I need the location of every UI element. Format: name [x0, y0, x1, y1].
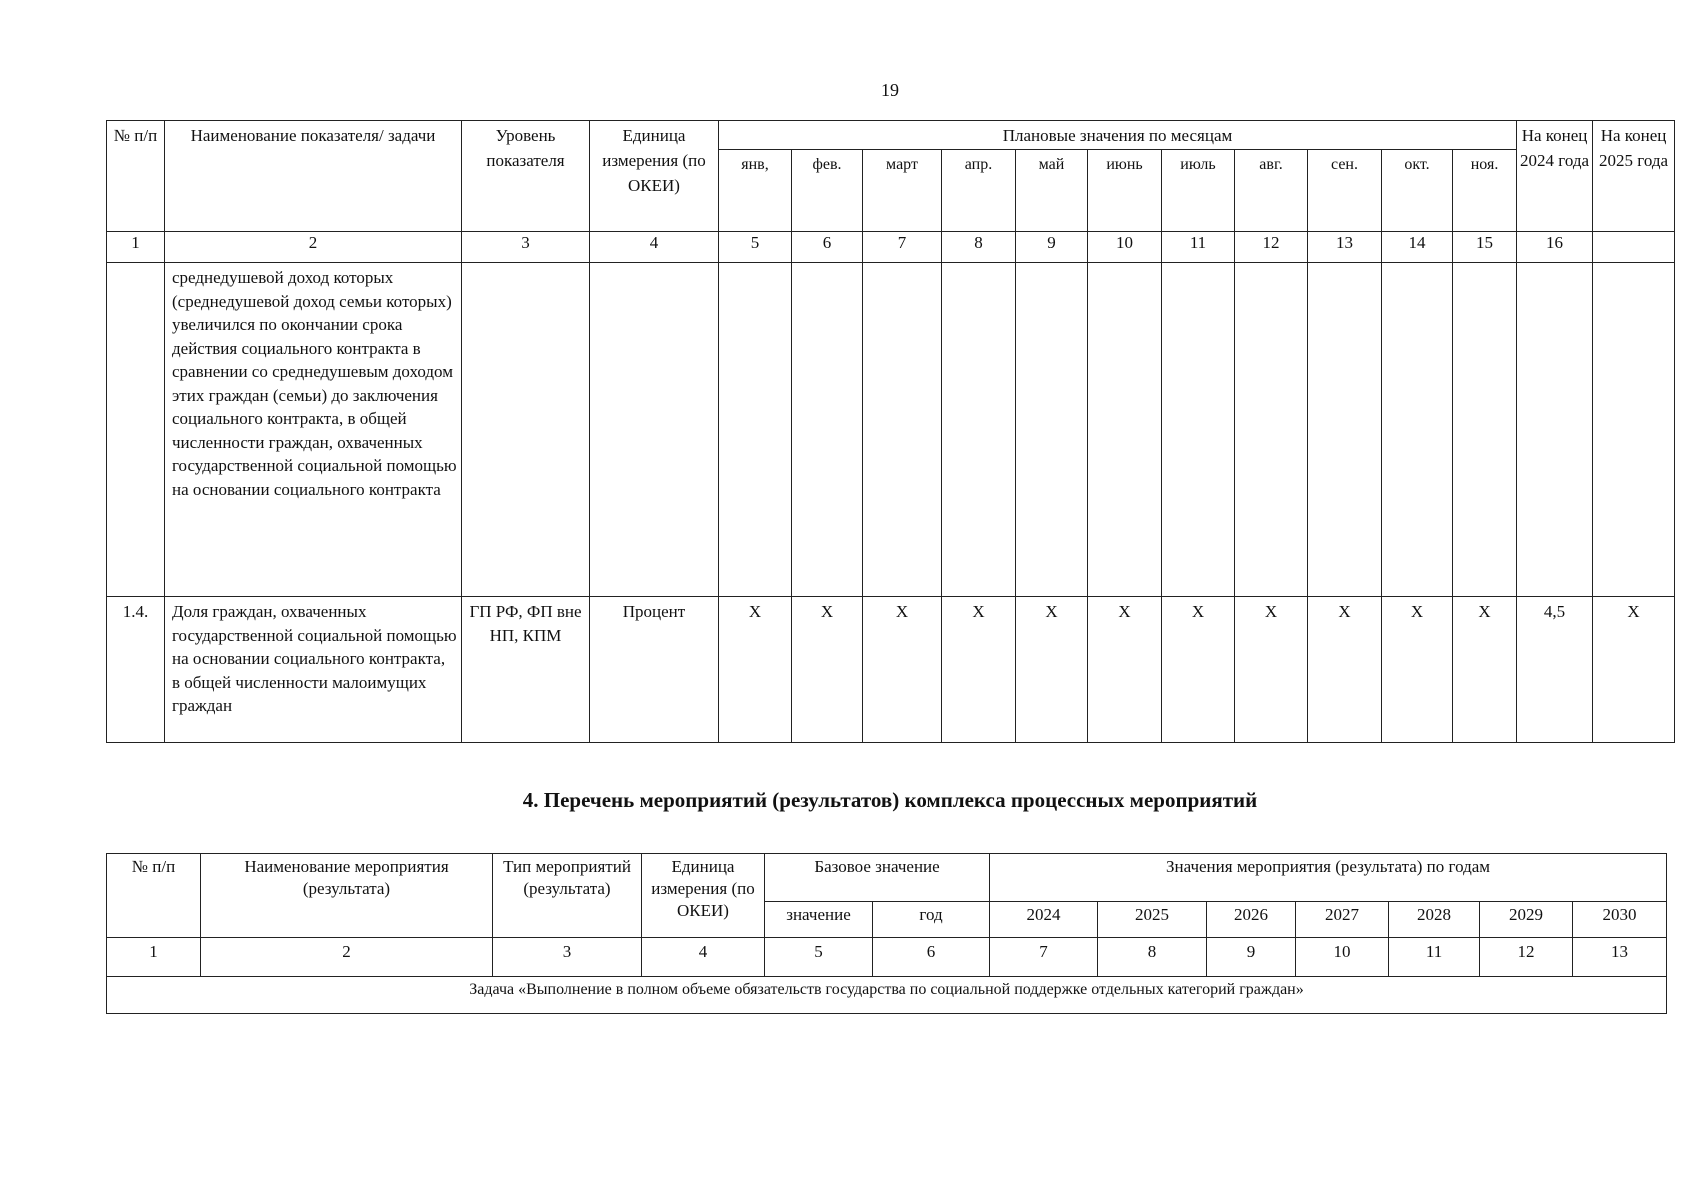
- index-cell: [1593, 232, 1675, 263]
- index-cell: 8: [942, 232, 1016, 263]
- header-month: ноя.: [1453, 150, 1517, 232]
- index-cell: 16: [1517, 232, 1593, 263]
- index-cell: 13: [1308, 232, 1382, 263]
- header-month: июнь: [1088, 150, 1162, 232]
- row-end-2025: X: [1593, 597, 1675, 743]
- index-cell: 2: [165, 232, 462, 263]
- index-cell: 4: [590, 232, 719, 263]
- row-month-value: X: [1088, 597, 1162, 743]
- row-month-value: [719, 263, 792, 597]
- index-cell: 14: [1382, 232, 1453, 263]
- row-num: 1.4.: [107, 597, 165, 743]
- header-month: сен.: [1308, 150, 1382, 232]
- header-year: 2024: [990, 902, 1098, 938]
- row-month-value: X: [1382, 597, 1453, 743]
- header-base-value: значение: [765, 902, 873, 938]
- row-month-value: X: [719, 597, 792, 743]
- row-end-2024: [1517, 263, 1593, 597]
- index-cell: 4: [642, 938, 765, 977]
- index-cell: 5: [765, 938, 873, 977]
- page-number: 19: [881, 80, 899, 100]
- index-cell: 9: [1016, 232, 1088, 263]
- indicators-table: [106, 120, 1675, 743]
- header-num: № п/п: [107, 121, 165, 232]
- header-month: янв,: [719, 150, 792, 232]
- header-end-2025: На конец 2025 года: [1593, 121, 1675, 232]
- header-type: Тип мероприятий (результата): [493, 854, 642, 938]
- row-name: среднедушевой доход которых (среднедушевой доход семьи которых) увеличился по окончании срока действия социального контракта в сравнении со среднедушевым доходом этих граждан (семьи) до заключения социального контракта, в общей численности граждан, охваченных государственной социальной помощью на основании социального контракта: [165, 263, 462, 597]
- table-row: [107, 597, 1675, 743]
- header-year: 2030: [1573, 902, 1667, 938]
- row-month-value: [1235, 263, 1308, 597]
- row-month-value: [863, 263, 942, 597]
- index-cell: 3: [462, 232, 590, 263]
- row-month-value: X: [792, 597, 863, 743]
- index-cell: 6: [873, 938, 990, 977]
- header-month: апр.: [942, 150, 1016, 232]
- index-cell: 2: [201, 938, 493, 977]
- header-monthly: Плановые значения по месяцам: [719, 121, 1517, 150]
- row-month-value: [1016, 263, 1088, 597]
- index-cell: 7: [863, 232, 942, 263]
- index-cell: 12: [1235, 232, 1308, 263]
- header-month: фев.: [792, 150, 863, 232]
- task-title: Задача «Выполнение в полном объеме обязательств государства по социальной поддержке отдельных категорий граждан»: [107, 977, 1667, 1014]
- row-month-value: [1308, 263, 1382, 597]
- row-month-value: X: [1453, 597, 1517, 743]
- index-cell: 15: [1453, 232, 1517, 263]
- row-month-value: X: [1016, 597, 1088, 743]
- measures-table: [106, 853, 1667, 1014]
- row-month-value: X: [1162, 597, 1235, 743]
- index-cell: 10: [1296, 938, 1389, 977]
- index-cell: 1: [107, 232, 165, 263]
- header-unit: Единица измерения (по ОКЕИ): [590, 121, 719, 232]
- row-month-value: [1088, 263, 1162, 597]
- index-cell: 12: [1480, 938, 1573, 977]
- header-unit: Единица измерения (по ОКЕИ): [642, 854, 765, 938]
- row-month-value: X: [1308, 597, 1382, 743]
- column-index-row: [107, 938, 1667, 977]
- header-base: Базовое значение: [765, 854, 990, 902]
- index-cell: 3: [493, 938, 642, 977]
- row-name: Доля граждан, охваченных государственной социальной помощью на основании социального контракта, в общей численности малоимущих граждан: [165, 597, 462, 743]
- header-level: Уровень показателя: [462, 121, 590, 232]
- task-row: [107, 977, 1667, 1014]
- row-month-value: [1382, 263, 1453, 597]
- header-month: май: [1016, 150, 1088, 232]
- index-cell: 8: [1098, 938, 1207, 977]
- column-index-row: [107, 232, 1675, 263]
- row-level: ГП РФ, ФП вне НП, КПМ: [462, 597, 590, 743]
- row-end-2024: 4,5: [1517, 597, 1593, 743]
- index-cell: 9: [1207, 938, 1296, 977]
- header-month: авг.: [1235, 150, 1308, 232]
- row-num: [107, 263, 165, 597]
- header-name: Наименование показателя/ задачи: [165, 121, 462, 232]
- row-month-value: [1453, 263, 1517, 597]
- row-unit: Процент: [590, 597, 719, 743]
- header-years-group: Значения мероприятия (результата) по годам: [990, 854, 1667, 902]
- header-end-2024: На конец 2024 года: [1517, 121, 1593, 232]
- row-month-value: X: [942, 597, 1016, 743]
- header-base-year: год: [873, 902, 990, 938]
- index-cell: 7: [990, 938, 1098, 977]
- row-month-value: [1162, 263, 1235, 597]
- index-cell: 6: [792, 232, 863, 263]
- row-end-2025: [1593, 263, 1675, 597]
- row-unit: [590, 263, 719, 597]
- row-month-value: X: [1235, 597, 1308, 743]
- index-cell: 13: [1573, 938, 1667, 977]
- header-year: 2029: [1480, 902, 1573, 938]
- section-title: 4. Перечень мероприятий (результатов) комплекса процессных мероприятий: [522, 788, 1258, 812]
- row-level: [462, 263, 590, 597]
- header-month: июль: [1162, 150, 1235, 232]
- header-year: 2026: [1207, 902, 1296, 938]
- table-row: [107, 263, 1675, 597]
- index-cell: 10: [1088, 232, 1162, 263]
- header-num: № п/п: [107, 854, 201, 938]
- header-year: 2028: [1389, 902, 1480, 938]
- index-cell: 1: [107, 938, 201, 977]
- index-cell: 5: [719, 232, 792, 263]
- row-month-value: [792, 263, 863, 597]
- header-name: Наименование мероприятия (результата): [201, 854, 493, 938]
- header-month: март: [863, 150, 942, 232]
- header-month: окт.: [1382, 150, 1453, 232]
- header-year: 2027: [1296, 902, 1389, 938]
- index-cell: 11: [1389, 938, 1480, 977]
- row-month-value: [942, 263, 1016, 597]
- header-year: 2025: [1098, 902, 1207, 938]
- row-month-value: X: [863, 597, 942, 743]
- index-cell: 11: [1162, 232, 1235, 263]
